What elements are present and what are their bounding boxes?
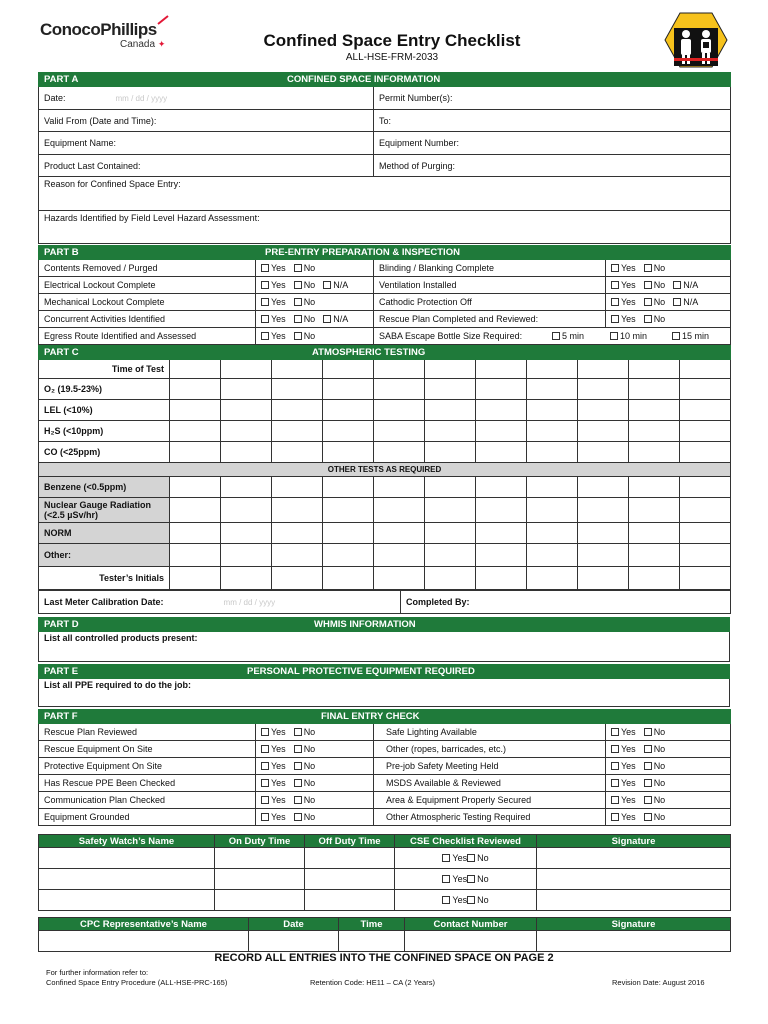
reading-cell[interactable] [476, 477, 527, 498]
reading-cell[interactable] [578, 442, 629, 463]
reading-cell[interactable] [527, 442, 578, 463]
valid-to-field[interactable]: To: [374, 110, 731, 132]
part-f-tag: PART F [44, 711, 78, 722]
nuclear-label: Nuclear Gauge Radiation (<2.5 µSv/hr) [39, 498, 170, 523]
time-label: Time of Test [39, 360, 170, 379]
reading-cell[interactable] [323, 379, 374, 400]
logo-accent-icon [156, 14, 170, 26]
company-logo [40, 20, 180, 56]
reading-cell[interactable] [680, 544, 731, 567]
reading-cell[interactable] [527, 360, 578, 379]
partb-label-left: Concurrent Activities Identified [39, 311, 256, 328]
part-e-tag: PART E [44, 666, 79, 677]
reading-cell[interactable] [272, 442, 323, 463]
reading-cell[interactable] [680, 567, 731, 590]
other-label: Other: [39, 544, 170, 567]
reading-cell[interactable] [272, 567, 323, 590]
date-placeholder: mm / dd / yyyy [115, 94, 168, 103]
partf-label-left: Has Rescue PPE Been Checked [39, 775, 256, 792]
reading-cell[interactable] [578, 477, 629, 498]
reading-cell[interactable] [578, 523, 629, 544]
partb-label-right: Rescue Plan Completed and Reviewed: [374, 311, 606, 328]
reading-cell[interactable] [272, 421, 323, 442]
reading-cell[interactable] [680, 477, 731, 498]
reading-cell[interactable] [527, 544, 578, 567]
part-b-table [38, 245, 731, 345]
off-duty-header: Off Duty Time [305, 835, 395, 848]
partf-options-right[interactable]: Yes No [606, 775, 731, 792]
partb-options-left[interactable]: Yes No [256, 294, 374, 311]
partf-options-left[interactable]: Yes No [256, 792, 374, 809]
method-of-purging-field[interactable]: Method of Purging: [374, 155, 731, 177]
reading-cell[interactable] [170, 379, 221, 400]
reading-cell[interactable] [578, 379, 629, 400]
part-c-table [38, 345, 731, 590]
reading-cell[interactable] [323, 360, 374, 379]
partb-label-left: Electrical Lockout Complete [39, 277, 256, 294]
partb-options-right[interactable]: Yes No [606, 311, 731, 328]
reading-cell[interactable] [374, 477, 425, 498]
partf-label-left: Equipment Grounded [39, 809, 256, 826]
cse-reviewed-options[interactable]: Yes No [395, 890, 537, 911]
equipment-name-field[interactable]: Equipment Name: [39, 132, 374, 155]
egress-options[interactable]: Yes No [256, 328, 374, 345]
partb-label-right: Blinding / Blanking Complete [374, 260, 606, 277]
reading-cell[interactable] [221, 421, 272, 442]
part-a-table [38, 72, 731, 244]
reading-cell[interactable] [221, 442, 272, 463]
partf-options-right[interactable]: Yes No [606, 758, 731, 775]
reading-cell[interactable] [323, 477, 374, 498]
permit-field[interactable]: Permit Number(s): [374, 87, 731, 110]
reading-cell[interactable] [170, 477, 221, 498]
reading-cell[interactable] [629, 360, 680, 379]
reading-cell[interactable] [221, 400, 272, 421]
part-d-table [38, 617, 730, 662]
reading-cell[interactable] [425, 379, 476, 400]
partb-label-left: Contents Removed / Purged [39, 260, 256, 277]
reading-cell[interactable] [629, 477, 680, 498]
reading-cell[interactable] [680, 498, 731, 523]
maple-leaf-icon: ✦ [157, 39, 166, 49]
reading-cell[interactable] [578, 360, 629, 379]
partf-label-left: Rescue Equipment On Site [39, 741, 256, 758]
reading-cell[interactable] [527, 477, 578, 498]
cse-reviewed-header: CSE Checklist Reviewed [395, 835, 537, 848]
on-duty-cell[interactable] [215, 890, 305, 911]
reading-cell[interactable] [323, 567, 374, 590]
benzene-label: Benzene (<0.5ppm) [39, 477, 170, 498]
partb-options-right[interactable]: Yes No N/A [606, 294, 731, 311]
reading-cell[interactable] [629, 442, 680, 463]
other-tests-subheader: OTHER TESTS AS REQUIRED [39, 463, 731, 477]
initials-label: Tester’s Initials [39, 567, 170, 590]
watch-signature-cell[interactable] [537, 848, 731, 869]
reading-cell[interactable] [476, 400, 527, 421]
reading-cell[interactable] [374, 567, 425, 590]
reading-cell[interactable] [272, 360, 323, 379]
reading-cell[interactable] [374, 544, 425, 567]
cpc-time-cell[interactable] [339, 931, 405, 952]
reading-cell[interactable] [374, 400, 425, 421]
partf-options-right[interactable]: Yes No [606, 792, 731, 809]
reading-cell[interactable] [680, 400, 731, 421]
controlled-products-field[interactable]: List all controlled products present: [39, 632, 730, 662]
off-duty-cell[interactable] [305, 869, 395, 890]
partf-options-left[interactable]: Yes No [256, 724, 374, 741]
reading-cell[interactable] [527, 379, 578, 400]
reading-cell[interactable] [272, 523, 323, 544]
part-e-table [38, 664, 730, 707]
reading-cell[interactable] [170, 360, 221, 379]
part-b-tag: PART B [44, 247, 79, 258]
partb-options-left[interactable]: Yes No [256, 260, 374, 277]
partf-options-right[interactable]: Yes No [606, 741, 731, 758]
partb-options-right[interactable]: Yes No N/A [606, 277, 731, 294]
partf-label-right: Pre-job Safety Meeting Held [374, 758, 606, 775]
reading-cell[interactable] [476, 442, 527, 463]
reading-cell[interactable] [425, 523, 476, 544]
reading-cell[interactable] [170, 421, 221, 442]
partb-label-right: Ventilation Installed [374, 277, 606, 294]
reading-cell[interactable] [425, 400, 476, 421]
part-f-table [38, 709, 731, 826]
reading-cell[interactable] [527, 400, 578, 421]
reading-cell[interactable] [221, 360, 272, 379]
reading-cell[interactable] [170, 400, 221, 421]
off-duty-cell[interactable] [305, 890, 395, 911]
reading-cell[interactable] [680, 421, 731, 442]
reading-cell[interactable] [272, 544, 323, 567]
reading-cell[interactable] [425, 421, 476, 442]
partb-label-right: Cathodic Protection Off [374, 294, 606, 311]
reading-cell[interactable] [476, 567, 527, 590]
reading-cell[interactable] [629, 567, 680, 590]
cpc-signature-header: Signature [537, 918, 731, 931]
reading-cell[interactable] [272, 400, 323, 421]
cpc-contact-cell[interactable] [405, 931, 537, 952]
reading-cell[interactable] [578, 498, 629, 523]
reading-cell[interactable] [221, 477, 272, 498]
reading-cell[interactable] [374, 379, 425, 400]
partf-options-left[interactable]: Yes No [256, 741, 374, 758]
partf-label-right: Other Atmospheric Testing Required [374, 809, 606, 826]
reading-cell[interactable] [221, 523, 272, 544]
reading-cell[interactable] [629, 421, 680, 442]
valid-from-field[interactable]: Valid From (Date and Time): [39, 110, 374, 132]
partf-label-left: Communication Plan Checked [39, 792, 256, 809]
watch-signature-header: Signature [537, 835, 731, 848]
partf-options-right[interactable]: Yes No [606, 809, 731, 826]
footer-info-2: Confined Space Entry Procedure (ALL-HSE-PRC-165) [46, 978, 228, 987]
reading-cell[interactable] [476, 421, 527, 442]
cpc-signature-cell[interactable] [537, 931, 731, 952]
reading-cell[interactable] [170, 544, 221, 567]
reading-cell[interactable] [425, 567, 476, 590]
reading-cell[interactable] [476, 544, 527, 567]
page-title: Confined Space Entry Checklist [263, 31, 521, 50]
reading-cell[interactable] [425, 498, 476, 523]
reading-cell[interactable] [272, 477, 323, 498]
off-duty-cell[interactable] [305, 848, 395, 869]
cse-reviewed-options[interactable]: Yes No [395, 869, 537, 890]
cpc-name-header: CPC Representative’s Name [39, 918, 249, 931]
reading-cell[interactable] [374, 360, 425, 379]
reading-cell[interactable] [323, 400, 374, 421]
reading-cell[interactable] [527, 498, 578, 523]
reading-cell[interactable] [680, 523, 731, 544]
cpc-date-cell[interactable] [249, 931, 339, 952]
reading-cell[interactable] [425, 360, 476, 379]
brand-name: ConocoPhillips [40, 20, 157, 39]
partf-options-left[interactable]: Yes No [256, 758, 374, 775]
reading-cell[interactable] [323, 442, 374, 463]
partf-label-right: Area & Equipment Properly Secured [374, 792, 606, 809]
reading-cell[interactable] [170, 442, 221, 463]
reading-cell[interactable] [476, 360, 527, 379]
safety-watch-table [38, 834, 731, 911]
saba-15min[interactable]: 15 min [672, 331, 709, 341]
reading-cell[interactable] [629, 379, 680, 400]
partb-options-left[interactable]: Yes No N/A [256, 277, 374, 294]
checklist-form [38, 72, 730, 952]
watch-signature-cell[interactable] [537, 890, 731, 911]
reading-cell[interactable] [527, 523, 578, 544]
record-notice: RECORD ALL ENTRIES INTO THE CONFINED SPACE ON PAGE 2 [214, 952, 554, 964]
reading-cell[interactable] [374, 523, 425, 544]
reading-cell[interactable] [323, 544, 374, 567]
partf-label-right: MSDS Available & Reviewed [374, 775, 606, 792]
watch-name-cell[interactable] [39, 869, 215, 890]
product-last-contained-field[interactable]: Product Last Contained: [39, 155, 374, 177]
reading-cell[interactable] [629, 498, 680, 523]
revision-date: Revision Date: August 2016 [612, 978, 705, 987]
reading-cell[interactable] [578, 567, 629, 590]
partf-options-left[interactable]: Yes No [256, 809, 374, 826]
co-label: CO (<25ppm) [39, 442, 170, 463]
reading-cell[interactable] [170, 498, 221, 523]
partf-options-right[interactable]: Yes No [606, 724, 731, 741]
egress-label: Egress Route Identified and Assessed [39, 328, 256, 345]
reading-cell[interactable] [323, 523, 374, 544]
part-a-title: CONFINED SPACE INFORMATION [287, 74, 441, 85]
saba-label: SABA Escape Bottle Size Required: [379, 331, 523, 341]
reading-cell[interactable] [425, 442, 476, 463]
cpc-contact-header: Contact Number [405, 918, 537, 931]
o2-label: O₂ (19.5-23%) [39, 379, 170, 400]
watch-name-cell[interactable] [39, 848, 215, 869]
cse-reviewed-options[interactable]: Yes No [395, 848, 537, 869]
reading-cell[interactable] [374, 421, 425, 442]
reading-cell[interactable] [323, 421, 374, 442]
hazards-field[interactable]: Hazards Identified by Field Level Hazard Assessment: [39, 211, 731, 244]
reading-cell[interactable] [680, 360, 731, 379]
calibration-placeholder: mm / dd / yyyy [223, 598, 276, 607]
retention-code: Retention Code: HE11 – CA (2 Years) [310, 978, 435, 987]
reading-cell[interactable] [629, 544, 680, 567]
reading-cell[interactable] [578, 400, 629, 421]
reading-cell[interactable] [578, 421, 629, 442]
reading-cell[interactable] [272, 379, 323, 400]
saba-5min[interactable]: 5 min [552, 331, 584, 341]
reading-cell[interactable] [170, 523, 221, 544]
reading-cell[interactable] [629, 400, 680, 421]
calibration-field[interactable]: Last Meter Calibration Date: mm / dd / yyyy [39, 591, 401, 614]
part-a-tag: PART A [44, 74, 79, 85]
reading-cell[interactable] [476, 379, 527, 400]
reading-cell[interactable] [374, 442, 425, 463]
watch-name-cell[interactable] [39, 890, 215, 911]
reading-cell[interactable] [527, 567, 578, 590]
part-d-tag: PART D [44, 619, 79, 630]
reading-cell[interactable] [425, 544, 476, 567]
reading-cell[interactable] [425, 477, 476, 498]
completed-by-field[interactable]: Completed By: [401, 591, 731, 614]
on-duty-cell[interactable] [215, 869, 305, 890]
on-duty-header: On Duty Time [215, 835, 305, 848]
brand-sub: Canada [120, 39, 156, 50]
part-f-title: FINAL ENTRY CHECK [321, 711, 420, 722]
reading-cell[interactable] [323, 498, 374, 523]
part-e-title: PERSONAL PROTECTIVE EQUIPMENT REQUIRED [247, 666, 475, 677]
partb-options-left[interactable]: Yes No N/A [256, 311, 374, 328]
lel-label: LEL (<10%) [39, 400, 170, 421]
part-b-title: PRE-ENTRY PREPARATION & INSPECTION [265, 247, 460, 258]
on-duty-cell[interactable] [215, 848, 305, 869]
reading-cell[interactable] [578, 544, 629, 567]
cpc-name-cell[interactable] [39, 931, 249, 952]
reading-cell[interactable] [272, 498, 323, 523]
confined-space-badge-icon [664, 12, 728, 68]
partf-label-right: Other (ropes, barricades, etc.) [374, 741, 606, 758]
reason-field[interactable]: Reason for Confined Space Entry: [39, 177, 731, 211]
partf-label-left: Rescue Plan Reviewed [39, 724, 256, 741]
reading-cell[interactable] [476, 498, 527, 523]
reading-cell[interactable] [629, 523, 680, 544]
reading-cell[interactable] [374, 498, 425, 523]
watch-name-header: Safety Watch’s Name [39, 835, 215, 848]
reading-cell[interactable] [221, 498, 272, 523]
calibration-table [38, 590, 731, 614]
reading-cell[interactable] [221, 567, 272, 590]
saba-10min[interactable]: 10 min [610, 331, 647, 341]
norm-label: NORM [39, 523, 170, 544]
part-c-title: ATMOSPHERIC TESTING [312, 347, 426, 358]
part-c-tag: PART C [44, 347, 79, 358]
partf-label-left: Protective Equipment On Site [39, 758, 256, 775]
h2s-label: H₂S (<10ppm) [39, 421, 170, 442]
cpc-table [38, 917, 731, 952]
form-code: ALL-HSE-FRM-2033 [345, 52, 439, 63]
partb-label-left: Mechanical Lockout Complete [39, 294, 256, 311]
ppe-field[interactable]: List all PPE required to do the job: [39, 679, 730, 707]
equipment-number-field[interactable]: Equipment Number: [374, 132, 731, 155]
cpc-time-header: Time [339, 918, 405, 931]
reading-cell[interactable] [680, 442, 731, 463]
date-field[interactable]: Date: mm / dd / yyyy [39, 87, 374, 110]
cpc-date-header: Date [249, 918, 339, 931]
reading-cell[interactable] [221, 379, 272, 400]
reading-cell[interactable] [527, 421, 578, 442]
reading-cell[interactable] [680, 379, 731, 400]
partf-label-right: Safe Lighting Available [374, 724, 606, 741]
reading-cell[interactable] [476, 523, 527, 544]
reading-cell[interactable] [170, 567, 221, 590]
watch-signature-cell[interactable] [537, 869, 731, 890]
partf-options-left[interactable]: Yes No [256, 775, 374, 792]
reading-cell[interactable] [221, 544, 272, 567]
partb-options-right[interactable]: Yes No [606, 260, 731, 277]
footer-info-1: For further information refer to: [46, 968, 149, 977]
part-d-title: WHMIS INFORMATION [314, 619, 416, 630]
